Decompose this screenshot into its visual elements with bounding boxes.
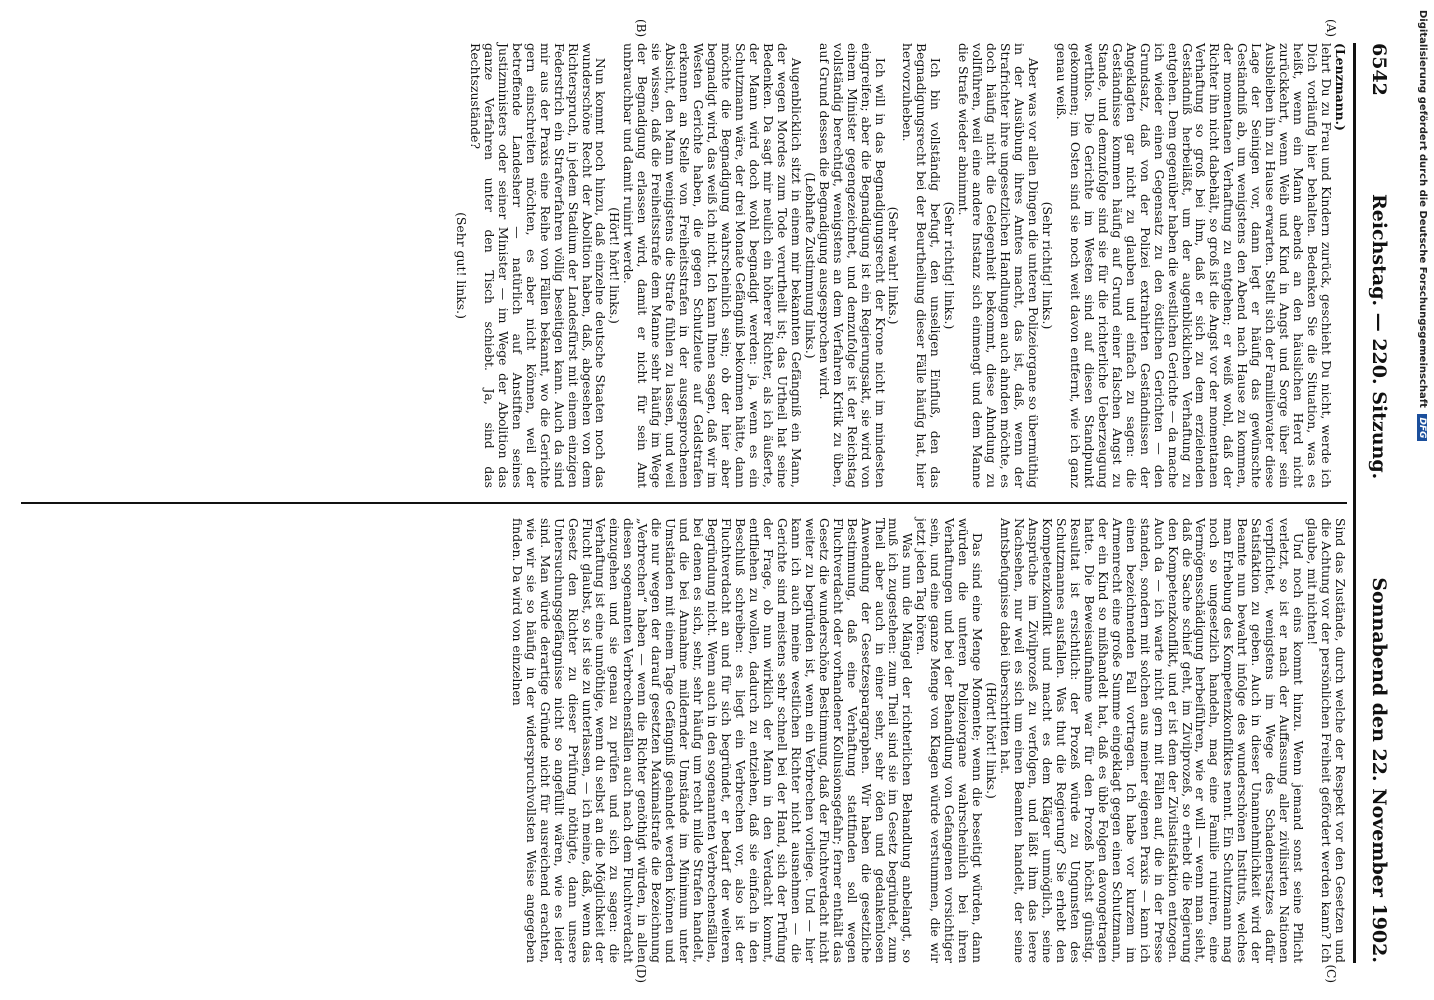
right-column — [21, 504, 1348, 983]
paragraph: Aber was vor allen Dingen die unteren Polizeiorgane so übermüthig in der Ausübung ihres Amtes macht, das ist, daß, wenn der Strafrichter ihre ungesetzlichen Handlungen auch ahnden möchte, es doch häufig nicht die Gelegenheit bekommt, diese Ahndung zu vollführen, weil eine andere Instanz sich einmengt und dem Manne die Strafe wieder abnimmt. — [956, 43, 1042, 488]
page-number: 6542 — [1368, 43, 1390, 96]
left-column — [21, 19, 1348, 502]
interjection: (Sehr gut! links.) — [453, 212, 469, 319]
paragraph: Ich bin vollständig befugt, den unseligen Einfluß, den das Begnadigungsrecht bei der Beurtheilung dieser Fälle häufig hat, hier hervorzuheben. — [900, 43, 944, 488]
paragraph: Nun kommt noch hinzu, daß einzelne deutsche Staaten noch das wunderschöne Recht der Abolition haben, daß, abgesehen von dem Richterspruch, in jedem Stadium der Landesfürst mit einem einzigen Federstrich ein Strafverfahren völlig beseitigen kann. Auch da sind mir aus der Praxis eine Reihe von Fällen bekannt, wo die Gerichte gern einschreiten möchten, es aber nicht können, weil der betreffende Landesherr — natürlich auf Anstiften seines Justizministers oder seiner Minister — im Wege der Abolition das ganze Verfahren unter den Tisch schiebt. Ja, sind das Rechtszustände? — [467, 43, 609, 488]
paragraph: Was nun die Mängel der richterlichen Behandlung anbelangt, so muß ich zugestehen: zum Theil sind sie im Gesetz begründet, zum Theil aber auch in einer sehr, sehr öden und gedankenlosen Anwendung der Gesetzesparagraphen. Wir haben die gesetzliche Bestimmung, daß eine Verhaftung stattfinden soll wegen Fluchtverdacht oder vorhandener Kollusionsgefahr; ferner enthält das Gesetz die wunderschöne Bestimmung, daß der Fluchtverdacht nicht weiter zu begründen ist, wenn ein Verbrechen vorliege. Und — hier kann ich auch meine westlichen Richter nicht ausnehmen — die Gerichte sind meistens sehr schnell bei der Hand, sich der Prüfung der Frage, ob nun wirklich der Mann in den Verdacht kommt, entfliehen zu wollen, dadurch zu entziehen, daß sie einfach in den Beschluß schreiben: es liegt ein Verbrechen vor, also ist der Fluchtverdacht an und für sich begründet, er bedarf der weiteren Begründung nicht. Wenn auch in den sogenannten Verbrechensfällen, bei denen es sich, sehr, sehr häufig um recht milde Strafen handelt, und die bei Annahme mildernder Umstände im Minimum unter Umständen mit einem Tage Gefängniß geahndet werden können und die nur wegen der darauf gesetzten Maximalstrafe die Bezeichnung „Verbrechen“ haben — wenn die Richter genöthigt würden, in allen diesen sogenannten Verbrechensfällen auch nach dem Fluchtverdacht einzugehen und sie genau zu prüfen und sich zu sagen: die Verhaftung ist eine unnöthige, wenn du selbst an die Möglichkeit der Flucht glaubst, so ist sie zu unterlassen, — ich meine, daß, wenn das Gesetz den Richter zu dieser Prüfung nöthigte, dann unsere Untersuchungsgefängnisse nicht so angefüllt wären, wie es leider sind. Man würde derartige Gründe nicht für ausreichend erachten, wie wir sie so häufig in der widerspruchvollsten Weise angegeben finden. Da wird von einzelnen — [509, 518, 916, 963]
paragraph: Ich will in das Begnadigungsrecht der Krone nicht im mindesten eingreifen; aber die Begnadigung ist ein Regierungsakt, sie wird von einem Minister gegengezeichnet, und demzufolge ist der Reichstag vollständig berechtigt, wenigstens an dem Verfahren Kritik zu üben, auf Grund dessen die Begnadigung ausgesprochen wird. — [816, 43, 888, 488]
paragraph: Und noch eins kommt hinzu. Wenn jemand sonst seine Pflicht verletzt, so ist er nach der Auffassung aller zivilisirten Nationen verpflichtet, wenigstens im Wege des Schadenersatzes dafür Satisfaktion zu geben. Auch in dieser Unannehmlichkeit wird der Beamte nun bewahrt infolge des wunderschönen Instituts, welches man Erhebung des Kompetenzkonfliktes nennt. Ein Schutzmann mag noch so ungesetzlich handeln, mag eine Familie ruiniren, eine Vermögensschädigung herbeiführen, wie er will — wenn man sieht, daß die Sache schief geht, im Zivilprozeß, so erhebt die Regierung den Kompetenzkonflikt, und er ist dem der Zivilsatisfaktion entzogen. Auch da — ich warte nicht gern mit Fällen auf, die in der Presse standen, sondern mit solchen aus meiner eigenen Praxis — kann ich einen bezeichnenden Fall vortragen. Ich habe vor kurzem im Armenrecht eine große Summe eingeklagt gegen einen Schutzmann, der ein Kind so mißhandelt hat, daß es üble Folgen davongetragen hatte. Die Beweisaufnahme war für den Prozeß höchst günstig. Resultat ist ersichtlich: der Prozeß würde zu Ungunsten des Schutzmannes ausfallen. Was thut die Regierung? Sie erhebt den Kompetenzkonflikt und macht es dem Kläger unmöglich, seine Ansprüche im Zivilprozeß zu verfolgen, und läßt ihm das leere Nachsehen, nur weil es sich um einen Beamten handelt, der seine Amtsbefugnisse dabei überschritten hat. — [998, 518, 1307, 963]
credit-text: Digitalisierung gefördert durch die Deutsche Forschungsgemeinschaft — [1417, 10, 1428, 408]
scanned-page — [20, 15, 1390, 985]
paragraph: Augenblicklich sitzt in einem mir bekannten Gefängniß ein Mann, der wegen Mordes zum Tode verurtheilt ist; das Urtheil hat seine Bedenken. Da sagt mir neulich ein höherer Richter, als ich äußerte, der Mann wird doch wohl begnadigt werden: ja, wenn es ein Schutzmann wäre, der drei Monate Gefängniß bekommen hätte, dann möchte die Begnadigung wahrscheinlich sein; ob der hier aber begnadigt wird, das weiß ich nicht. Ich kann Ihnen sagen, daß wir im Westen Gerichte haben, die gegen Schutzleute auf Geldstrafen erkennen an Stelle von Freiheitsstrafen in der ausgesprochenen Absicht, den Mann wenigstens die Strafe fühlen zu lassen, und weil sie wissen, daß die Freiheitsstrafe dem Manne sehr häufig im Wege der Begnadigung erlassen wird, damit er nicht für sein Amt unbrauchbar und damit ruinirt werde. — [621, 43, 804, 488]
speaker-name: (Lenzmann.) — [1333, 43, 1348, 131]
paragraph: Sind das Zustände, durch welche der Respekt vor den Gesetzen und die Achtung vor der persönlichen Freiheit gefördert werden kann? Ich glaube, mit nichten! — [1305, 518, 1348, 963]
margin-marker-a: (A) — [1324, 19, 1338, 38]
margin-marker-b: (B) — [634, 19, 648, 38]
margin-marker-c: (C) — [1324, 964, 1338, 983]
paragraph: lehrt Du zu Frau und Kindern zurück, geschieht Du nicht, werde ich Dich vorläufig hier behalten. Bedenken Sie die Situation, was es heißt, wenn ein Mann abends an den häuslichen Herd nicht zurückkehrt, wenn Weib und Kind in Angst und Sorge über sein Ausbleiben ihn zu Hause erwarten. Stellt sich der Familienvater diese Lage der Seinigen vor, dann legt er häufig das gewünschte Geständniß ab, um wenigstens den Abend nach Hause zu kommen, der momentanen Verhaftung zu entgehen; er weiß wohl, daß der Richter ihn nicht dabehält, so groß ist die Angst vor der momentanen Verhaftung so groß bei ihm, daß er sich zu dem erzielenden Geständniß herbeiläßt, um der augenblicklichen Verhaftung zu entgehen. Dem gegenüber haben die westlichen Gerichte — da mache ich wieder einen Gegensatz zu den östlichen Gerichten — den Grundsatz, daß von der Polizei extrahirten Geständnissen der Angeklagten gar nicht zu glauben und einfach zu sagen: die Geständnisse kommen häufig auf Grund einer falschen Angst zu Stande, und demzufolge sind sie für die richterliche Ueberzeugung werthlos. Die Gerichte im Westen sind auf diesen Standpunkt gekommen; im Osten sind sie noch weit davon entfernt, wie ich ganz genau weiß. — [1053, 43, 1335, 488]
session-title: Reichstag. — 220. Sitzung. — [1368, 193, 1390, 480]
page-header — [1353, 43, 1390, 963]
dfg-logo: DFG — [1417, 414, 1427, 441]
interjection: (Sehr richtig! links.) — [942, 201, 958, 330]
interjection: (Sehr wahr! links.) — [886, 206, 902, 325]
interjection: (Hört! hört! links.) — [607, 207, 623, 324]
paragraph: Das sind eine Menge Momente; wenn die beseitigt würden, dann würden die unteren Polizeiorgane wahrscheinlich bei ihren Verhaftungen und bei der Behandlung von Gefangenen vorsichtiger sein, und eine ganze Menge von Klagen würde verstummen, die wir jetzt jeden Tag hören. — [914, 518, 986, 963]
margin-marker-d: (D) — [634, 964, 648, 983]
session-date: Sonnabend den 22. November 1902. — [1368, 577, 1390, 963]
interjection: (Hört! hört! links.) — [984, 682, 1000, 799]
interjection: (Sehr richtig! links.) — [1039, 201, 1055, 330]
digitization-credit — [1410, 10, 1430, 439]
interjection: (Lebhafte Zustimmung links.) — [802, 172, 818, 359]
